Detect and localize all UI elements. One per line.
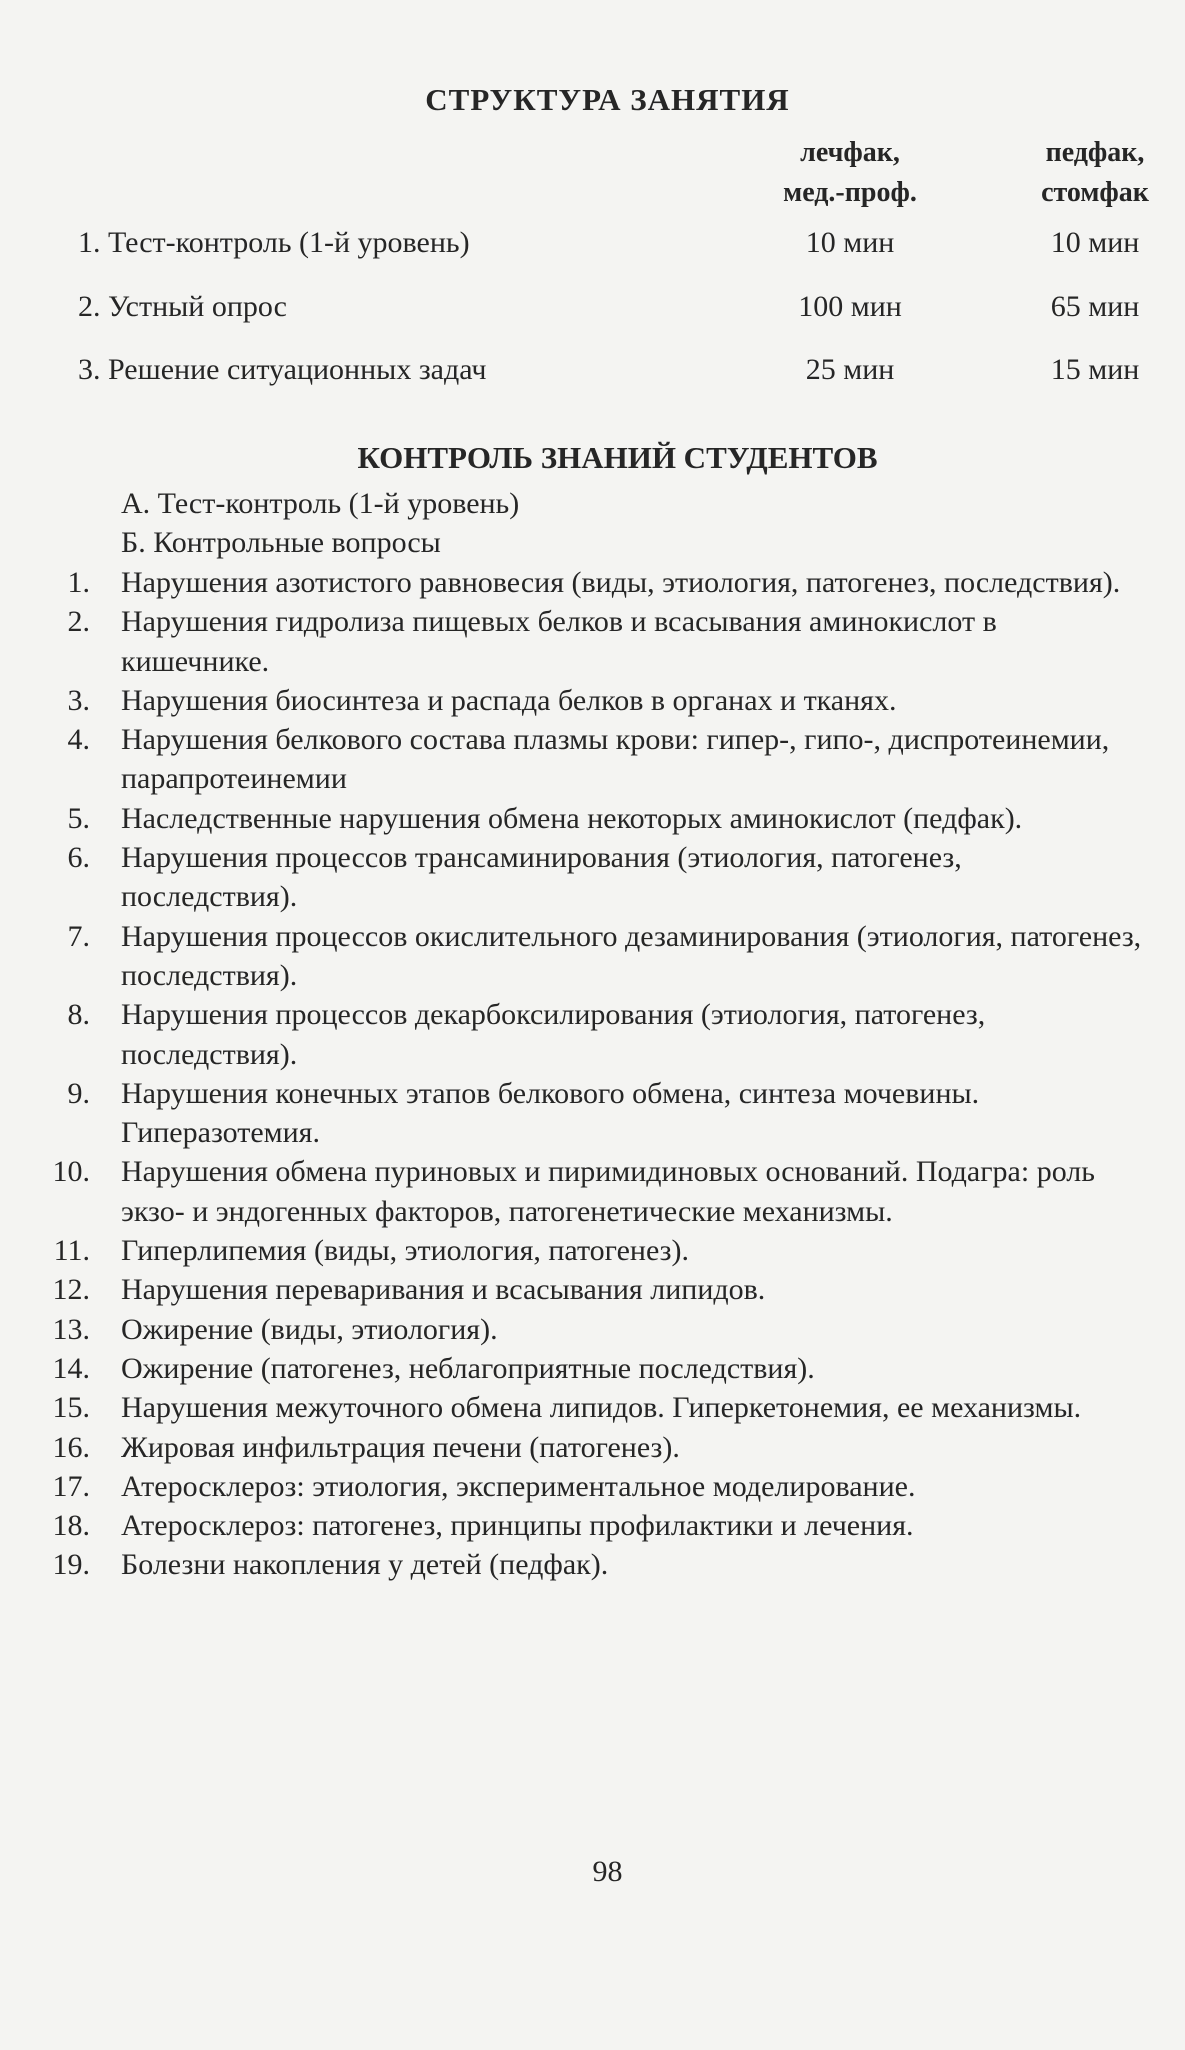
question-text: Гиперлипемия (виды, этиология, патогенез). bbox=[121, 1234, 689, 1268]
structure-row-pedfak-time: 10 мин bbox=[1050, 226, 1140, 259]
question-number: 6. bbox=[67, 841, 90, 875]
question-text: Жировая инфильтрация печени (патогенез). bbox=[121, 1430, 680, 1464]
question-text: Нарушения биосинтеза и распада белков в органах и тканях. bbox=[121, 683, 897, 717]
list-item bbox=[0, 917, 1185, 996]
question-text: Нарушения процессов окислительного дезаминирования (этиология, патогенез, последствия). bbox=[121, 919, 1142, 992]
question-text: Наследственные нарушения обмена некоторых аминокислот (педфак). bbox=[121, 801, 1023, 835]
list-item bbox=[0, 1388, 1185, 1427]
question-text: Нарушения межуточного обмена липидов. Гиперкетонемия, ее механизмы. bbox=[121, 1391, 1082, 1425]
subheading-test-control: А. Тест-контроль (1-й уровень) bbox=[121, 487, 520, 520]
list-item bbox=[0, 1152, 1185, 1231]
list-item bbox=[0, 563, 1185, 602]
question-number: 2. bbox=[67, 605, 90, 639]
question-text: Нарушения процессов декарбоксилирования (этиология, патогенез, последствия). bbox=[121, 998, 986, 1071]
question-text: Нарушения конечных этапов белкового обмена, синтеза мочевины. Гиперазотемия. bbox=[121, 1076, 980, 1150]
list-item bbox=[0, 1310, 1185, 1349]
question-number: 4. bbox=[67, 723, 90, 757]
list-item bbox=[0, 1545, 1185, 1584]
subheading-control-questions: Б. Контрольные вопросы bbox=[121, 526, 441, 559]
question-number: 9. bbox=[67, 1076, 90, 1110]
question-number: 19. bbox=[52, 1548, 90, 1582]
control-title: КОНТРОЛЬ ЗНАНИЙ СТУДЕНТОВ bbox=[357, 440, 878, 475]
list-item bbox=[0, 1074, 1185, 1153]
question-text: Нарушения гидролиза пищевых белков и всасывания аминокислот в кишечнике. bbox=[121, 605, 997, 678]
question-text: Ожирение (виды, этиология). bbox=[121, 1312, 498, 1346]
column-header-pedfak-line1: педфак, bbox=[1045, 137, 1145, 168]
question-number: 16. bbox=[52, 1430, 90, 1464]
question-number: 11. bbox=[53, 1234, 90, 1268]
list-item bbox=[0, 1506, 1185, 1545]
question-number: 5. bbox=[67, 801, 90, 835]
structure-row-label: 1. Тест-контроль (1-й уровень) bbox=[78, 226, 470, 259]
question-text: Нарушения белкового состава плазмы крови: гипер-, гипо-, диспротеинемии, парапротеинемии bbox=[121, 723, 1110, 796]
question-number: 7. bbox=[67, 919, 90, 953]
structure-row-label: 2. Устный опрос bbox=[78, 290, 287, 323]
question-number: 14. bbox=[52, 1351, 90, 1385]
list-item bbox=[0, 995, 1185, 1074]
question-number: 13. bbox=[52, 1312, 90, 1346]
list-item bbox=[0, 720, 1185, 799]
question-text: Нарушения процессов трансаминирования (этиология, патогенез, последствия). bbox=[121, 841, 962, 914]
question-text: Нарушения обмена пуриновых и пиримидиновых оснований. Подагра: роль экзо- и эндогенных факторов, патогенетические механизмы. bbox=[121, 1155, 1095, 1228]
structure-row-lechfak-time: 100 мин bbox=[798, 290, 902, 323]
structure-row bbox=[78, 350, 1168, 390]
question-number: 17. bbox=[52, 1469, 90, 1503]
list-item bbox=[0, 1467, 1185, 1506]
question-text: Ожирение (патогенез, неблагоприятные последствия). bbox=[121, 1351, 815, 1385]
structure-row bbox=[78, 223, 1168, 263]
question-number: 18. bbox=[52, 1509, 90, 1543]
structure-row-pedfak-time: 65 мин bbox=[1050, 290, 1140, 323]
page-number: 98 bbox=[592, 1855, 623, 1888]
question-number: 3. bbox=[67, 683, 90, 717]
list-item bbox=[0, 1349, 1185, 1388]
structure-row bbox=[78, 287, 1168, 327]
structure-row-lechfak-time: 10 мин bbox=[805, 226, 895, 259]
structure-row-pedfak-time: 15 мин bbox=[1050, 353, 1140, 386]
structure-row-lechfak-time: 25 мин bbox=[805, 353, 895, 386]
question-number: 8. bbox=[67, 998, 90, 1032]
question-text: Атеросклероз: этиология, экспериментальное моделирование. bbox=[121, 1469, 916, 1503]
list-item bbox=[0, 681, 1185, 720]
list-item bbox=[0, 1428, 1185, 1467]
list-item bbox=[0, 1231, 1185, 1270]
column-header-lechfak-line2: мед.-проф. bbox=[783, 177, 917, 208]
question-text: Атеросклероз: патогенез, принципы профилактики и лечения. bbox=[121, 1509, 914, 1543]
question-number: 15. bbox=[52, 1391, 90, 1425]
list-item bbox=[0, 1270, 1185, 1309]
question-text: Нарушения переваривания и всасывания липидов. bbox=[121, 1273, 766, 1307]
list-item bbox=[0, 838, 1185, 917]
column-header-pedfak bbox=[1010, 133, 1180, 213]
structure-row-label: 3. Решение ситуационных задач bbox=[78, 353, 487, 386]
question-text: Нарушения азотистого равновесия (виды, этиология, патогенез, последствия). bbox=[121, 566, 1121, 599]
column-header-lechfak bbox=[760, 133, 940, 213]
structure-title: СТРУКТУРА ЗАНЯТИЯ bbox=[425, 82, 790, 117]
question-number: 12. bbox=[52, 1273, 90, 1307]
column-header-pedfak-line2: стомфак bbox=[1041, 177, 1149, 208]
questions-list bbox=[0, 563, 1185, 1585]
column-header-lechfak-line1: лечфак, bbox=[800, 137, 900, 168]
list-item bbox=[0, 602, 1185, 681]
question-number: 1. bbox=[67, 566, 90, 599]
question-number: 10. bbox=[52, 1155, 90, 1189]
list-item bbox=[0, 799, 1185, 838]
question-text: Болезни накопления у детей (педфак). bbox=[121, 1548, 609, 1582]
